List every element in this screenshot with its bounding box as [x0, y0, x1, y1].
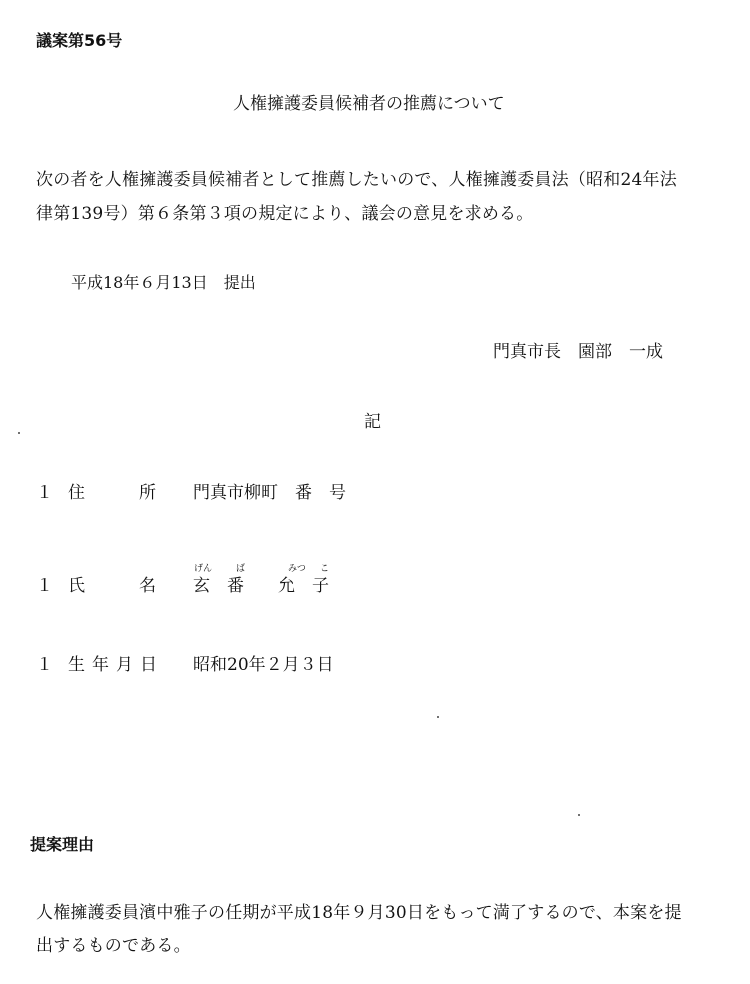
- furigana-ba: ば: [236, 564, 246, 574]
- document-title: 人権擁護委員候補者の推薦について: [233, 94, 505, 114]
- name-label-first: 氏: [68, 576, 85, 596]
- furigana-mitsu: みつ: [288, 564, 306, 574]
- ki-heading: 記: [364, 412, 381, 432]
- address-label-second: 所: [139, 483, 156, 503]
- address-label-first: 住: [68, 483, 85, 503]
- intro-line-1: 次の者を人権擁護委員候補者として推薦したいので、人権擁護委員法（昭和24年法: [36, 170, 677, 190]
- furigana-ko: こ: [320, 564, 330, 574]
- reason-line-1: 人権擁護委員濱中雅子の任期が平成18年９月30日をもって満了するので、本案を提: [36, 903, 682, 923]
- item-number: １: [36, 576, 53, 596]
- reason-heading: 提案理由: [30, 835, 95, 854]
- scan-speck: [437, 716, 439, 718]
- birthdate-label: 生年月日: [68, 655, 164, 675]
- birthdate-value: 昭和20年２月３日: [193, 655, 334, 675]
- name-label-second: 名: [139, 576, 156, 596]
- item-number: １: [36, 483, 53, 503]
- submission-date: 平成18年６月13日 提出: [71, 273, 256, 292]
- item-number: １: [36, 655, 53, 675]
- furigana-gen: げん: [194, 564, 213, 574]
- scan-speck: [578, 814, 580, 816]
- submitter-name: 門真市長 園部 一成: [493, 342, 663, 362]
- name-value: 玄 番 允 子: [193, 576, 329, 596]
- address-value: 門真市柳町 番 号: [193, 483, 346, 503]
- intro-line-2: 律第139号）第６条第３項の規定により、議会の意見を求める。: [36, 204, 534, 224]
- reason-line-2: 出するものである。: [36, 936, 191, 956]
- scan-speck: [18, 432, 20, 434]
- bill-number: 議案第56号: [36, 31, 123, 50]
